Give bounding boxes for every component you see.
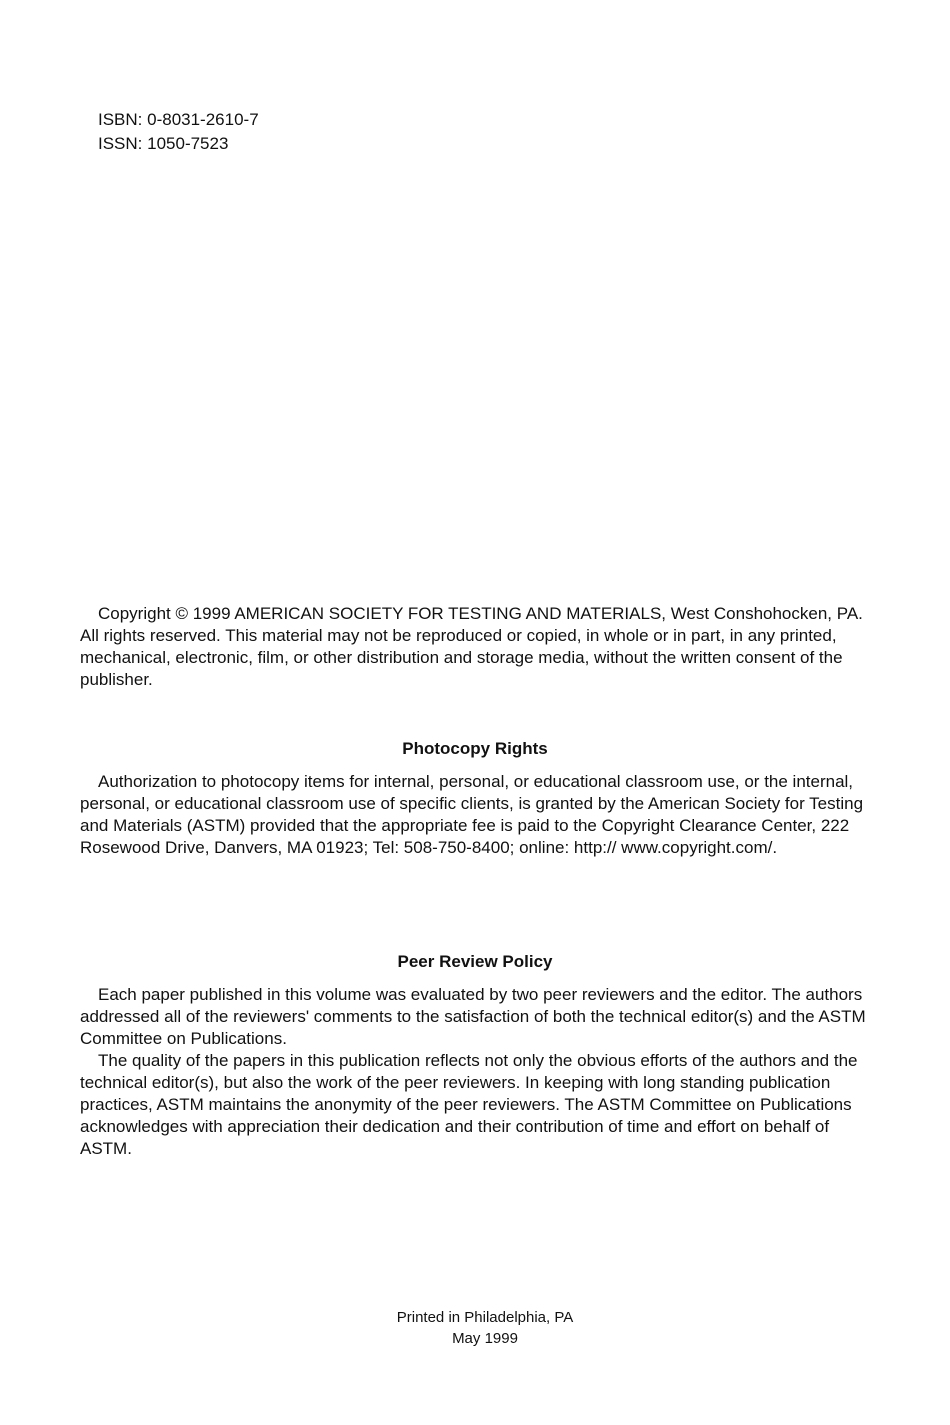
photocopy-rights-paragraph xyxy=(80,771,870,859)
copyright-text: Copyright © 1999 AMERICAN SOCIETY FOR TESTING AND MATERIALS, West Conshohocken, PA. All rights reserved. This material may not be reproduced or copied, in whole or in part, in any printed, mechanical, electronic, film, or other distribution and storage media, without the written consent of the publisher. xyxy=(80,604,863,689)
peer-review-text-1: Each paper published in this volume was evaluated by two peer reviewers and the editor. The authors addressed all of the reviewers' comments to the satisfaction of both the technical editor(s) and the ASTM Committee on Publications. xyxy=(80,985,866,1048)
peer-review-paragraph-2 xyxy=(80,1050,870,1160)
peer-review-heading: Peer Review Policy xyxy=(397,952,553,971)
isbn-text: ISBN: 0-8031-2610-7 xyxy=(98,110,259,129)
identifiers-block xyxy=(98,108,259,156)
issn-text: ISSN: 1050-7523 xyxy=(98,134,229,153)
copyright-notice xyxy=(80,603,870,691)
peer-review-text-2: The quality of the papers in this publication reflects not only the obvious efforts of the authors and the technical editor(s), but also the work of the peer reviewers. In keeping with long standing publication practices, ASTM maintains the anonymity of the peer reviewers. The ASTM Committee on Publications acknowledges with appreciation their dedication and their contribution of time and effort on behalf of ASTM. xyxy=(80,1051,858,1158)
printed-location: Printed in Philadelphia, PA xyxy=(396,1309,574,1326)
photocopy-rights-text: Authorization to photocopy items for internal, personal, or educational classroom use, or the internal, personal, or educational classroom use of specific clients, is granted by the American Society for Testing and Materials (ASTM) provided that the appropriate fee is paid to the Copyright Clearance Center, 222 Rosewood Drive, Danvers, MA 01923; Tel: 508-750-8400; online: http:// www.copyright.com/. xyxy=(80,772,864,857)
printed-date: May 1999 xyxy=(452,1330,518,1347)
imprint-block xyxy=(80,1307,890,1349)
peer-review-paragraph-1 xyxy=(80,984,870,1050)
photocopy-rights-heading: Photocopy Rights xyxy=(402,739,548,758)
